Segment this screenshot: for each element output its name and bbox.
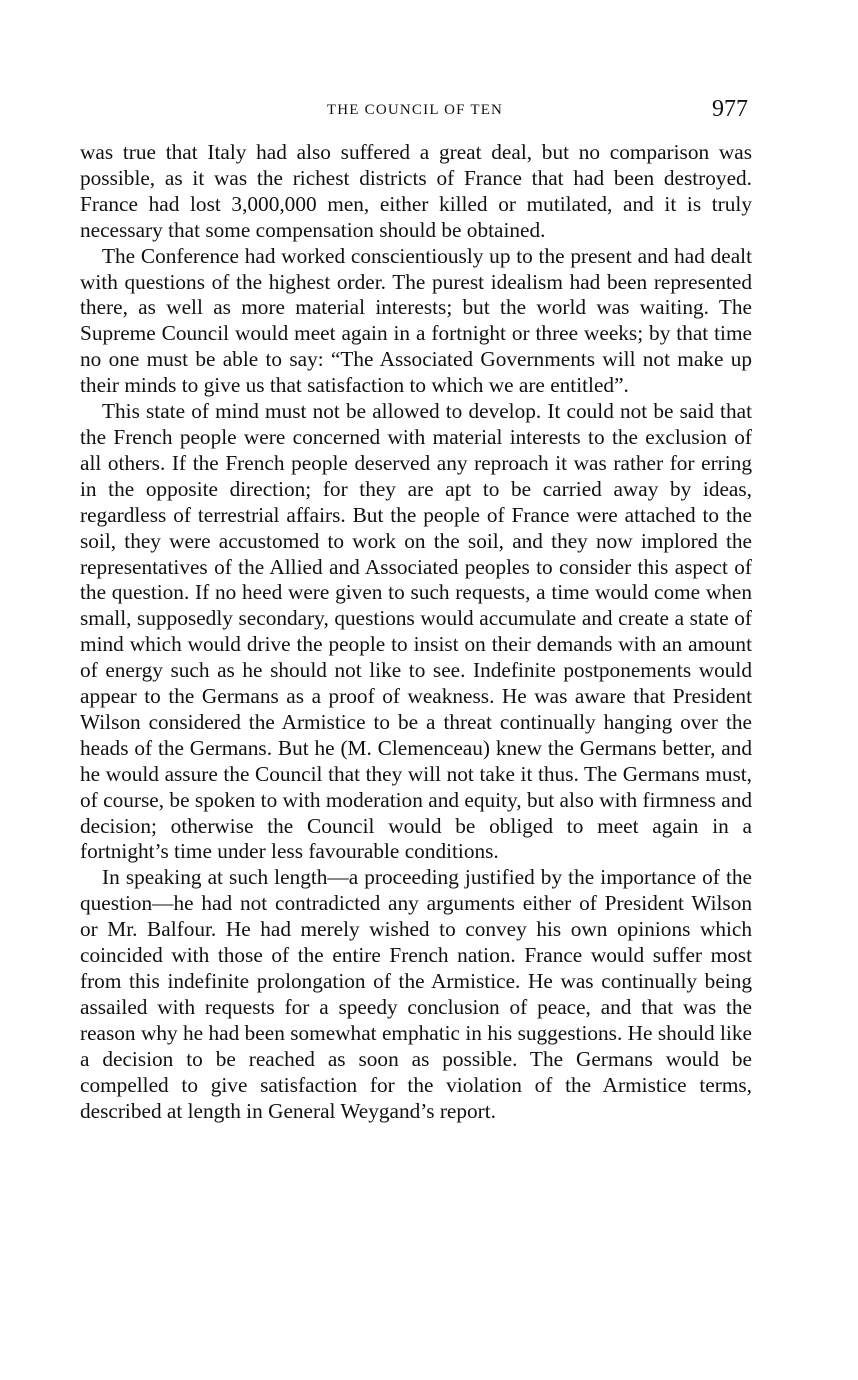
page-number: 977 [712,96,748,122]
body-text [80,140,752,1124]
paragraph-continued: was true that Italy had also suffered a great deal, but no comparison was possible, as it was the richest districts of France that had been destroyed. France had lost 3,000,000 men, either killed or mutilated, and it is truly necessary that some compensation should be obtained. [80,140,752,242]
running-title: THE COUNCIL OF TEN [326,102,504,118]
running-head [80,96,750,128]
paragraph: The Conference had worked conscientiously up to the present and had dealt with questions of the highest order. The purest idealism had been represented there, as well as more material interests; but the world was waiting. The Supreme Council would meet again in a fortnight or three weeks; by that time no one must be able to say: “The Associated Governments will not make up their minds to give us that satisfaction to which we are entitled”. [80,243,752,398]
paragraph: In speaking at such length—a proceeding justified by the importance of the question—he had not contradicted any arguments either of President Wilson or Mr. Balfour. He had merely wished to convey his own opinions which coincided with those of the entire French nation. France would suffer most from this indefinite prolongation of the Armistice. He was continually being assailed with requests for a speedy conclusion of peace, and that was the reason why he had been somewhat emphatic in his suggestions. He should like a decision to be reached as soon as possible. The Germans would be compelled to give satisfaction for the violation of the Armistice terms, described at length in General Weygand’s report. [80,865,752,1123]
paragraph: This state of mind must not be allowed to develop. It could not be said that the French people were concerned with material interests to the exclusion of all others. If the French people deserved any reproach it was rather for erring in the opposite direction; for they are apt to be carried away by ideas, regardless of terrestrial affairs. But the people of France were attached to the soil, they were accustomed to work on the soil, and they now implored the representatives of the Allied and Associated peoples to consider this aspect of the question. If no heed were given to such requests, a time would come when small, supposedly secondary, questions would accumulate and create a state of mind which would drive the people to insist on their demands with an amount of energy such as he should not like to see. Indefinite postponements would appear to the Germans as a proof of weakness. He was aware that President Wilson considered the Armistice to be a threat continually hanging over the heads of the Germans. But he (M. Clemenceau) knew the Germans better, and he would assure the Council that they will not take it thus. The Germans must, of course, be spoken to with moderation and equity, but also with firmness and decision; otherwise the Council would be obliged to meet again in a fortnight’s time under less favourable conditions. [80,399,752,864]
